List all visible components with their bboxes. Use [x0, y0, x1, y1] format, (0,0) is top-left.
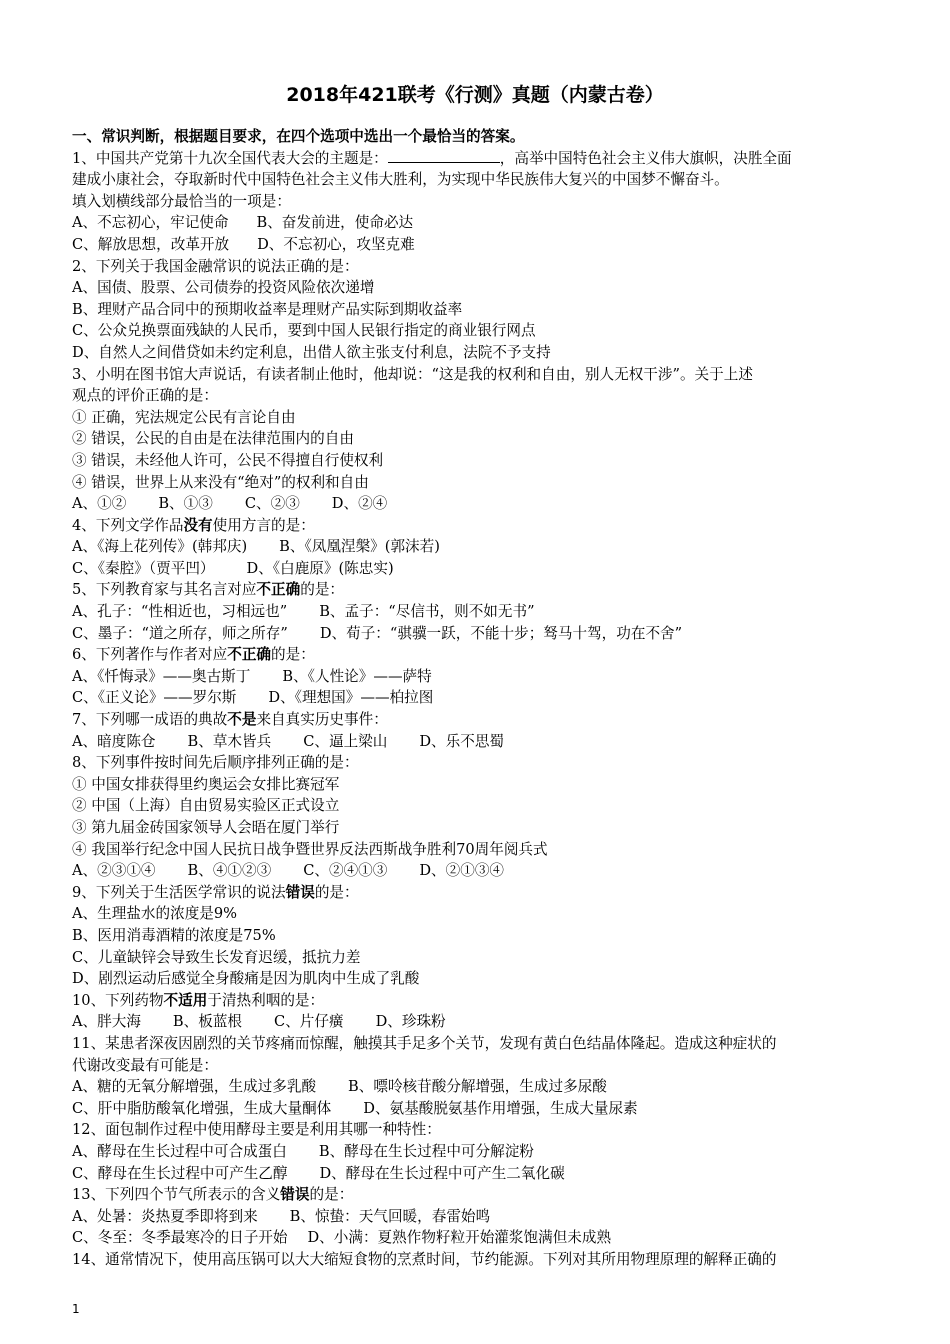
question-1-options-row	[72, 234, 882, 256]
emphasis-keyword: 不是	[227, 711, 257, 729]
option-a: A、不忘初心，牢记使命	[72, 214, 229, 232]
statement-3: ③ 错误，未经他人许可，公民不得擅自行使权利	[72, 451, 384, 469]
option-b: B、④①②③	[187, 862, 272, 880]
option-a: A、暗度陈仓	[72, 732, 156, 750]
option-a: A、《忏悔录》——奥古斯丁	[72, 667, 251, 685]
question-14-stem: 14、通常情况下，使用高压锅可以大大缩短食物的烹煮时间，节约能源。下列对其所用物理原理的解释正确的	[72, 1250, 777, 1268]
emphasis-keyword: 不适用	[163, 991, 208, 1009]
emphasis-keyword: 错误	[285, 883, 315, 901]
option-b: B、奋发前进，使命必达	[256, 214, 414, 232]
option-c: C、②④①③	[303, 862, 388, 880]
option-c: C、墨子：“道之所存，师之所存”	[72, 624, 288, 642]
statement-4: ④ 错误，世界上从来没有“绝对”的权利和自由	[72, 473, 369, 491]
option-a: A、国债、股票、公司债券的投资风险依次递增	[72, 279, 375, 297]
option-d: D、自然人之间借贷如未约定利息，出借人欲主张支付利息，法院不予支持	[72, 343, 551, 361]
option-a: A、生理盐水的浓度是9%	[72, 905, 238, 923]
fill-in-blank	[388, 149, 500, 163]
section-heading: 一、常识判断，根据题目要求，在四个选项中选出一个最恰当的答案。	[72, 128, 525, 145]
option-a: A、酵母在生长过程中可合成蛋白	[72, 1142, 287, 1160]
question-5-options-row	[72, 601, 882, 623]
option-a: A、孔子：“性相近也，习相远也”	[72, 603, 288, 621]
statement-4: ④ 我国举行纪念中国人民抗日战争暨世界反法西斯战争胜利70周年阅兵式	[72, 840, 548, 858]
option-a: A、处暑：炎热夏季即将到来	[72, 1207, 258, 1225]
statement-2: ② 中国（上海）自由贸易实验区正式设立	[72, 797, 340, 815]
option-c: C、片仔癀	[274, 1013, 344, 1031]
question-5-stem	[72, 579, 882, 601]
option-a: A、《海上花列传》(韩邦庆)	[72, 538, 248, 556]
option-b: B、草木皆兵	[187, 732, 272, 750]
question-11-stem: 11、某患者深夜因剧烈的关节疼痛而惊醒，触摸其手足多个关节，发现有黄白色结晶体隆起。造成这种症状的	[72, 1034, 777, 1052]
question-9-stem	[72, 882, 882, 904]
question-stem-part: 来自真实历史事件：	[256, 711, 388, 729]
question-12-options-row	[72, 1163, 882, 1185]
question-1-options-row	[72, 212, 882, 234]
question-1-stem	[72, 148, 882, 170]
option-d: D、剧烈运动后感觉全身酸痛是因为肌肉中生成了乳酸	[72, 970, 420, 988]
option-c: C、②③	[244, 495, 300, 513]
option-a: A、糖的无氧分解增强，生成过多乳酸	[72, 1078, 317, 1096]
question-3-stem-cont: 观点的评价正确的是：	[72, 387, 218, 405]
question-stem-part: 的是：	[314, 883, 359, 901]
question-10-stem	[72, 990, 882, 1012]
question-13-stem	[72, 1184, 882, 1206]
statement-1: ① 正确，宪法规定公民有言论自由	[72, 408, 296, 426]
option-d: D、酵母在生长过程中可产生二氧化碳	[319, 1164, 565, 1182]
document-body	[72, 126, 882, 1270]
question-1-prompt: 填入划横线部分最恰当的一项是：	[72, 192, 291, 210]
question-1-stem-cont: 建成小康社会，夺取新时代中国特色社会主义伟大胜利，为实现中华民族伟大复兴的中国梦不懈奋斗。	[72, 171, 729, 189]
question-stem-part: 于清热利咽的是：	[207, 991, 325, 1009]
option-c: C、逼上梁山	[303, 732, 388, 750]
option-d: D、乐不思蜀	[419, 732, 505, 750]
option-d: D、②④	[331, 495, 388, 513]
option-d: D、荀子：“骐骥一跃，不能十步；驽马十驾，功在不舍”	[319, 624, 683, 642]
option-d: D、《理想国》——柏拉图	[268, 689, 434, 707]
option-d: D、《白鹿原》(陈忠实)	[246, 559, 394, 577]
statement-1: ① 中国女排获得里约奥运会女排比赛冠军	[72, 775, 340, 793]
question-11-options-row	[72, 1076, 882, 1098]
question-4-stem	[72, 515, 882, 537]
question-stem-part: 的是：	[300, 581, 345, 599]
question-1-stem-part: 1、中国共产党第十九次全国代表大会的主题是：	[72, 149, 388, 167]
question-6-options-row	[72, 666, 882, 688]
question-11-options-row	[72, 1098, 882, 1120]
option-b: B、《人性论》——萨特	[282, 667, 432, 685]
option-d: D、氨基酸脱氨基作用增强，生成大量尿素	[363, 1099, 638, 1117]
question-12-options-row	[72, 1141, 882, 1163]
option-b: B、《凤凰涅槃》(郭沫若)	[279, 538, 440, 556]
question-7-stem	[72, 709, 882, 731]
option-d: D、②①③④	[419, 862, 505, 880]
option-a: A、①②	[72, 495, 127, 513]
question-stem-part: 的是：	[309, 1186, 354, 1204]
question-stem-part: 5、下列教育家与其名言对应	[72, 581, 257, 599]
option-c: C、《正义论》——罗尔斯	[72, 689, 237, 707]
emphasis-keyword: 没有	[183, 516, 213, 534]
question-stem-part: 6、下列著作与作者对应	[72, 646, 228, 664]
option-b: B、嘌呤核苷酸分解增强，生成过多尿酸	[348, 1078, 607, 1096]
question-11-stem-cont: 代谢改变最有可能是：	[72, 1056, 218, 1074]
option-c: C、肝中脂肪酸氧化增强，生成大量酮体	[72, 1099, 332, 1117]
question-5-options-row	[72, 623, 882, 645]
question-7-options-row	[72, 731, 882, 753]
question-stem-part: 使用方言的是：	[212, 516, 315, 534]
emphasis-keyword: 不正确	[256, 581, 301, 599]
question-12-stem: 12、面包制作过程中使用酵母主要是利用其哪一种特性：	[72, 1121, 441, 1139]
option-c: C、《秦腔》（贾平凹）	[72, 559, 215, 577]
option-a: A、胖大海	[72, 1013, 141, 1031]
option-c: C、酵母在生长过程中可产生乙醇	[72, 1164, 288, 1182]
question-3-options-row	[72, 493, 882, 515]
option-b: B、板蓝根	[172, 1013, 243, 1031]
question-stem-part: 10、下列药物	[72, 991, 164, 1009]
question-3-stem: 3、小明在图书馆大声说话，有读者制止他时，他却说：“这是我的权利和自由，别人无权干涉”。关于上述	[72, 365, 753, 383]
page-number: 1	[72, 1302, 80, 1316]
question-4-options-row	[72, 558, 882, 580]
question-10-options-row	[72, 1011, 882, 1033]
question-stem-part: 7、下列哪一成语的典故	[72, 711, 228, 729]
question-8-stem: 8、下列事件按时间先后顺序排列正确的是：	[72, 754, 359, 772]
option-c: C、儿童缺锌会导致生长发育迟缓，抵抗力差	[72, 948, 361, 966]
question-13-options-row	[72, 1227, 882, 1249]
option-b: B、惊蛰：天气回暖，春雷始鸣	[289, 1207, 491, 1225]
option-b: B、酵母在生长过程中可分解淀粉	[318, 1142, 534, 1160]
option-d: D、小满：夏熟作物籽粒开始灌浆饱满但未成熟	[307, 1229, 612, 1247]
question-stem-part: 4、下列文学作品	[72, 516, 184, 534]
option-b: B、医用消毒酒精的浓度是75%	[72, 926, 276, 944]
question-stem-part: 9、下列关于生活医学常识的说法	[72, 883, 286, 901]
option-b: B、孟子：“尽信书，则不如无书”	[319, 603, 535, 621]
question-4-options-row	[72, 536, 882, 558]
emphasis-keyword: 不正确	[227, 646, 272, 664]
question-stem-part: 13、下列四个节气所表示的含义	[72, 1186, 281, 1204]
option-c: C、解放思想，改革开放	[72, 235, 230, 253]
option-a: A、②③①④	[72, 862, 156, 880]
option-d: D、珍珠粉	[375, 1013, 446, 1031]
option-b: B、①③	[158, 495, 213, 513]
document-title: 2018年421联考《行测》真题（内蒙古卷）	[286, 84, 664, 106]
statement-3: ③ 第九届金砖国家领导人会晤在厦门举行	[72, 819, 340, 836]
option-d: D、不忘初心，攻坚克难	[257, 235, 415, 253]
question-stem-part: 的是：	[271, 646, 315, 664]
question-8-options-row	[72, 860, 882, 882]
emphasis-keyword: 错误	[280, 1186, 310, 1204]
question-6-stem	[72, 644, 882, 666]
question-6-options-row	[72, 687, 882, 709]
option-b: B、理财产品合同中的预期收益率是理财产品实际到期收益率	[72, 300, 463, 318]
question-2-stem: 2、下列关于我国金融常识的说法正确的是：	[72, 257, 359, 275]
question-1-stem-part: ，高举中国特色社会主义伟大旗帜，决胜全面	[499, 149, 792, 167]
question-13-options-row	[72, 1206, 882, 1228]
option-c: C、冬至：冬季最寒冷的日子开始	[72, 1229, 288, 1247]
statement-2: ② 错误，公民的自由是在法律范围内的自由	[72, 430, 354, 448]
option-c: C、公众兑换票面残缺的人民币，要到中国人民银行指定的商业银行网点	[72, 322, 536, 340]
